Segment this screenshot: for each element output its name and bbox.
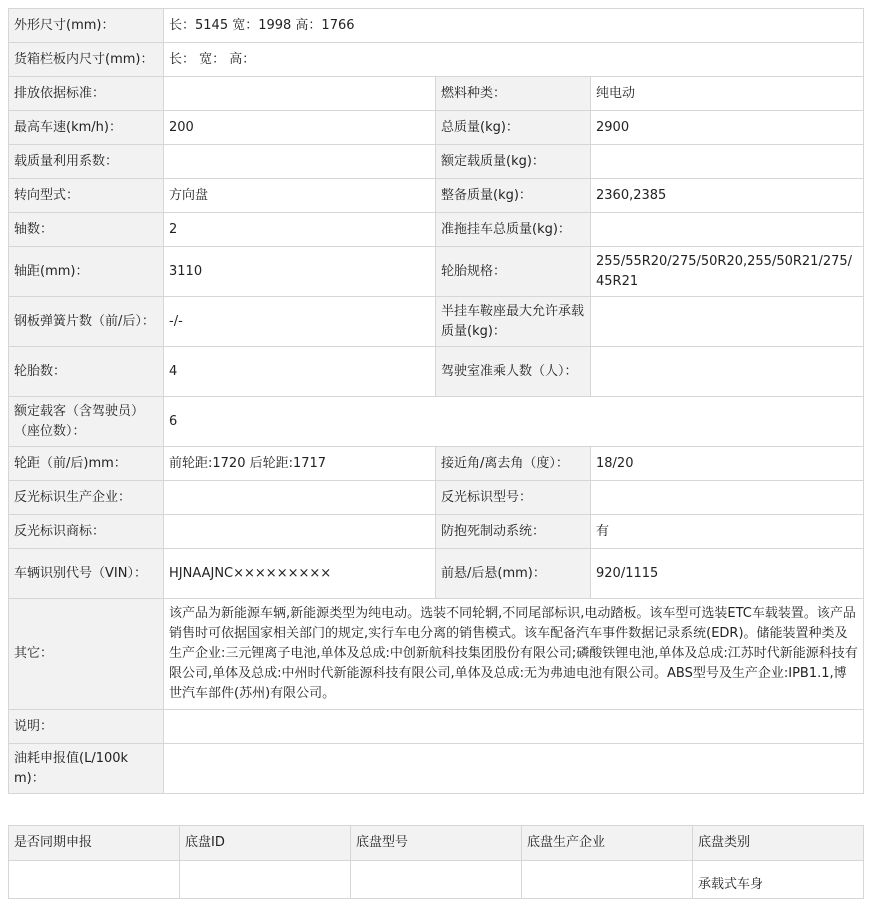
spec-row-tires-cab [9,347,864,397]
vehicle-spec-table [8,8,864,794]
leaf-spring-label: 钢板弹簧片数（前/后）： [9,297,164,347]
wheelbase-value: 3110 [164,247,436,297]
track-label: 轮距（前/后)mm： [9,447,164,481]
chassis-header-row [9,826,864,861]
chassis-sync-value [9,861,180,899]
reflector-mfr-value [164,481,436,515]
chassis-maker-value [522,861,693,899]
spec-row-cargo-box [9,43,864,77]
track-value: 前轮距:1720 后轮距:1717 [164,447,436,481]
spec-row-notes [9,710,864,744]
spec-row-emission-fuel [9,77,864,111]
abs-label: 防抱死制动系统： [436,515,591,549]
reflector-model-value [591,481,864,515]
cab-seats-value [591,347,864,397]
steering-value: 方向盘 [164,179,436,213]
emission-std-value [164,77,436,111]
reflector-mfr-label: 反光标识生产企业： [9,481,164,515]
fuel-consumption-value [164,744,864,794]
axles-value: 2 [164,213,436,247]
chassis-header-category: 底盘类别 [693,826,864,861]
vin-label: 车辆识别代号（VIN）： [9,549,164,599]
total-mass-label: 总质量(kg)： [436,111,591,145]
chassis-model-value [351,861,522,899]
rated-load-label: 额定载质量(kg)： [436,145,591,179]
tow-mass-value [591,213,864,247]
tires-label: 轮胎数： [9,347,164,397]
cab-seats-label: 驾驶室准乘人数（人）： [436,347,591,397]
spec-row-spring-saddle [9,297,864,347]
rated-load-value [591,145,864,179]
vin-value: HJNAAJNC××××××××× [164,549,436,599]
tow-mass-label: 准拖挂车总质量(kg)： [436,213,591,247]
chassis-category-value: 承载式车身 [693,861,864,899]
fuel-type-label: 燃料种类： [436,77,591,111]
steering-label: 转向型式： [9,179,164,213]
reflector-brand-value [164,515,436,549]
reflector-brand-label: 反光标识商标： [9,515,164,549]
cargo-box-value: 长： 宽： 高： [164,43,864,77]
tire-spec-label: 轮胎规格： [436,247,591,297]
max-speed-label: 最高车速(km/h)： [9,111,164,145]
spec-row-reflector [9,481,864,515]
other-value: 该产品为新能源车辆,新能源类型为纯电动。选装不同轮辋,不同尾部标识,电动踏板。该车型可选装ETC车载装置。该产品销售时可依据国家相关部门的规定,实行车电分离的销售模式。该车配备汽车事件数据记录系统(EDR)。储能装置种类及生产企业:三元锂离子电池,单体及总成:中创新航科技集团股份有限公司;磷酸铁锂电池,单体及总成:江苏时代新能源科技有限公司,单体及总成:中州时代新能源科技有限公司,单体及总成:无为弗迪电池有限公司。ABS型号及生产企业:IPB1.1,博世汽车部件(苏州)有限公司。 [164,599,864,710]
spec-row-wheelbase-tire [9,247,864,297]
cargo-box-label: 货箱栏板内尺寸(mm)： [9,43,164,77]
leaf-spring-value: -/- [164,297,436,347]
total-mass-value: 2900 [591,111,864,145]
spec-row-load [9,145,864,179]
chassis-table [8,825,864,899]
overhang-label: 前悬/后悬(mm)： [436,549,591,599]
fuel-consumption-label: 油耗申报值(L/100km)： [9,744,164,794]
spec-row-speed-mass [9,111,864,145]
overhang-value: 920/1115 [591,549,864,599]
angles-value: 18/20 [591,447,864,481]
passengers-value: 6 [164,397,864,447]
wheelbase-label: 轴距(mm)： [9,247,164,297]
chassis-header-maker: 底盘生产企业 [522,826,693,861]
curb-mass-value: 2360,2385 [591,179,864,213]
curb-mass-label: 整备质量(kg)： [436,179,591,213]
tires-value: 4 [164,347,436,397]
spec-row-other [9,599,864,710]
chassis-header-id: 底盘ID [180,826,351,861]
notes-value [164,710,864,744]
spec-row-brand-abs [9,515,864,549]
spec-row-fuel-consumption [9,744,864,794]
spec-row-track-angles [9,447,864,481]
angles-label: 接近角/离去角（度）： [436,447,591,481]
max-speed-value: 200 [164,111,436,145]
emission-std-label: 排放依据标准： [9,77,164,111]
spec-row-dimensions [9,9,864,43]
notes-label: 说明： [9,710,164,744]
spec-row-vin-overhang [9,549,864,599]
chassis-header-sync: 是否同期申报 [9,826,180,861]
chassis-id-value [180,861,351,899]
fuel-type-value: 纯电动 [591,77,864,111]
spec-row-axles-tow [9,213,864,247]
chassis-data-row [9,861,864,899]
reflector-model-label: 反光标识型号： [436,481,591,515]
passengers-label: 额定载客（含驾驶员）（座位数）： [9,397,164,447]
saddle-load-value [591,297,864,347]
axles-label: 轴数： [9,213,164,247]
chassis-header-model: 底盘型号 [351,826,522,861]
other-label: 其它： [9,599,164,710]
load-coeff-value [164,145,436,179]
spec-row-steering-curb [9,179,864,213]
dimensions-label: 外形尺寸(mm)： [9,9,164,43]
abs-value: 有 [591,515,864,549]
spec-row-passengers [9,397,864,447]
tire-spec-value: 255/55R20/275/50R20,255/50R21/275/45R21 [591,247,864,297]
load-coeff-label: 载质量利用系数： [9,145,164,179]
dimensions-value: 长：5145 宽：1998 高：1766 [164,9,864,43]
saddle-load-label: 半挂车鞍座最大允许承载质量(kg)： [436,297,591,347]
